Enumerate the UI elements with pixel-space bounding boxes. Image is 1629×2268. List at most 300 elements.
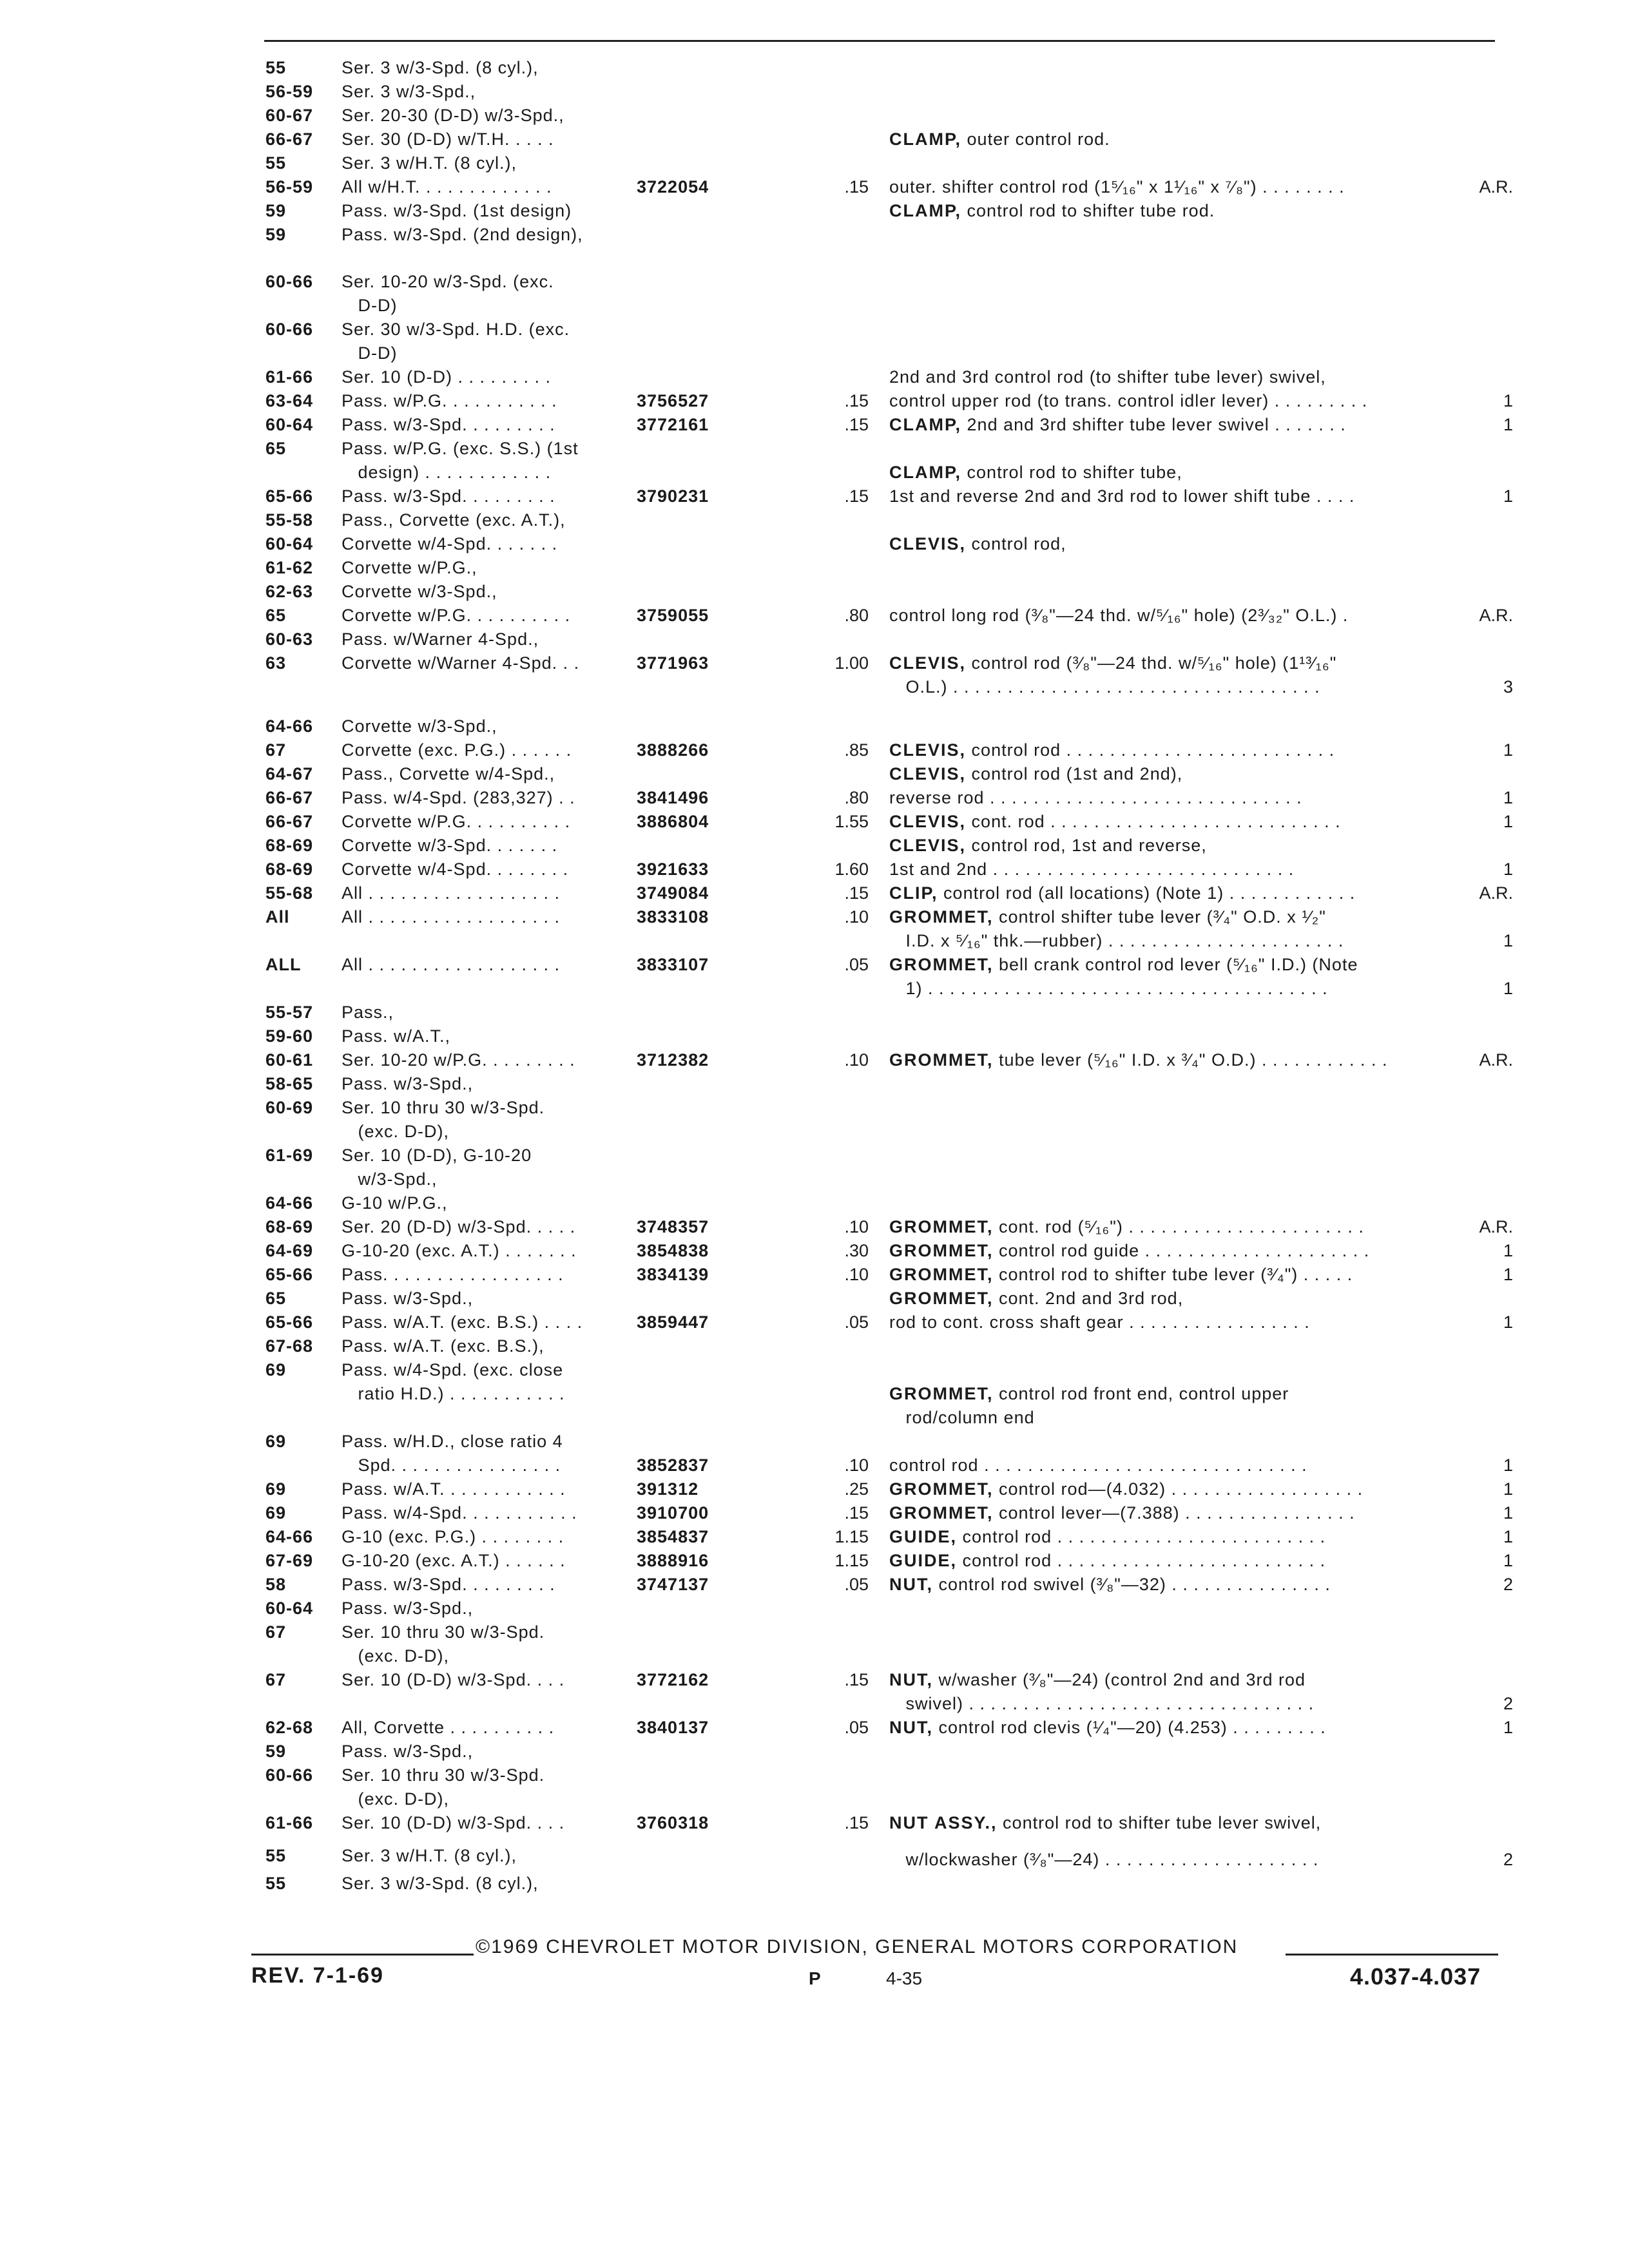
- application-cell: Pass., Corvette w/4-Spd.,: [342, 764, 555, 783]
- application-cell: Pass. w/Warner 4-Spd.,: [342, 629, 539, 649]
- model-year-cell: 60-66: [265, 320, 314, 339]
- part-number-cell: 3756527: [637, 391, 709, 410]
- part-description-text: swivel) . . . . . . . . . . . . . . . . . . . . . . . . . . . . . . . .: [889, 1694, 1315, 1713]
- price-cell: .05: [844, 955, 869, 974]
- part-name-heading: NUT ASSY.,: [889, 1813, 998, 1832]
- model-year-cell: 60-61: [265, 1050, 314, 1070]
- model-year-cell: 65-66: [265, 1265, 314, 1284]
- application-cell: Pass. w/3-Spd.,: [342, 1599, 474, 1618]
- quantity-cell: 1: [1503, 860, 1513, 879]
- application-cell: Ser. 3 w/H.T. (8 cyl.),: [342, 153, 517, 173]
- application-cell: Pass., Corvette (exc. A.T.),: [342, 510, 566, 530]
- model-year-cell: 59-60: [265, 1026, 314, 1046]
- part-number-cell: 3790231: [637, 486, 709, 506]
- price-cell: .10: [844, 1217, 869, 1236]
- price-cell: .15: [844, 1503, 869, 1523]
- application-cell: Corvette w/3-Spd. . . . . . .: [342, 836, 558, 855]
- part-description-text: control rod—(4.032) . . . . . . . . . . . . . . . . . .: [999, 1479, 1364, 1499]
- part-description-text: rod/column end: [889, 1408, 1035, 1427]
- quantity-cell: 2: [1503, 1575, 1513, 1594]
- description-cell: [889, 414, 1346, 436]
- application-cell: Ser. 10-20 w/3-Spd. (exc.: [342, 272, 554, 291]
- quantity-cell: 1: [1503, 979, 1513, 998]
- part-description-text: control rod clevis (¹⁄₄"—20) (4.253) . . . . . . . . .: [938, 1718, 1326, 1737]
- application-cell: Ser. 20 (D-D) w/3-Spd. . . . .: [342, 1217, 576, 1236]
- quantity-cell: A.R.: [1479, 1050, 1513, 1070]
- part-description-text: control rod . . . . . . . . . . . . . . . . . . . . . . . . .: [962, 1551, 1326, 1570]
- part-number-cell: 3852837: [637, 1456, 709, 1475]
- description-cell: [889, 461, 1182, 483]
- description-cell: [889, 485, 1354, 507]
- part-description-text: control lever—(7.388) . . . . . . . . . . . . . . . .: [999, 1503, 1355, 1523]
- part-number-cell: 3854838: [637, 1241, 709, 1260]
- part-name-heading: GROMMET,: [889, 1503, 994, 1523]
- application-cell: Pass. w/3-Spd. . . . . . . . .: [342, 1575, 555, 1594]
- application-cell: Ser. 10 (D-D), G-10-20: [342, 1146, 532, 1165]
- price-cell: .85: [844, 740, 869, 760]
- quantity-cell: A.R.: [1479, 177, 1513, 197]
- model-year-cell: 59: [265, 225, 287, 244]
- model-year-cell: 69: [265, 1432, 287, 1451]
- model-year-cell: 60-66: [265, 1765, 314, 1785]
- part-description-text: 1st and 2nd . . . . . . . . . . . . . . . . . . . . . . . . . . . .: [889, 860, 1295, 879]
- description-cell: [889, 604, 1348, 626]
- part-number-cell: 3722054: [637, 177, 709, 197]
- part-description-text: control upper rod (to trans. control idler lever) . . . . . . . . .: [889, 391, 1368, 410]
- quantity-cell: 1: [1503, 1312, 1513, 1332]
- application-cell: Corvette w/3-Spd.,: [342, 582, 497, 601]
- part-description-text: control rod,: [971, 534, 1066, 553]
- footer-rule-left: [251, 1954, 474, 1956]
- model-year-cell: 64-69: [265, 1241, 314, 1260]
- description-cell: [889, 1287, 1183, 1309]
- part-description-text: bell crank control rod lever (⁵⁄₁₆" I.D.) (Note: [999, 955, 1358, 974]
- part-number-cell: 3749084: [637, 883, 709, 903]
- part-description-text: control rod swivel (³⁄₈"—32) . . . . . . . . . . . . . . .: [938, 1575, 1331, 1594]
- part-number-cell: 391312: [637, 1479, 699, 1499]
- price-cell: .15: [844, 883, 869, 903]
- application-cell: Pass. w/P.G. . . . . . . . . . .: [342, 391, 557, 410]
- application-cell: All . . . . . . . . . . . . . . . . . .: [342, 955, 561, 974]
- application-cell: Pass. w/3-Spd. (2nd design),: [342, 225, 583, 244]
- model-year-cell: 65-66: [265, 486, 314, 506]
- model-year-cell: 60-64: [265, 1599, 314, 1618]
- description-cell: [889, 1216, 1364, 1238]
- part-description-text: control shifter tube lever (³⁄₄" O.D. x ¹⁄₂": [999, 907, 1326, 927]
- description-cell: [889, 652, 1336, 674]
- part-description-text: cont. rod (⁵⁄₁₆") . . . . . . . . . . . . . . . . . . . . . .: [999, 1217, 1364, 1236]
- model-year-cell: 60-63: [265, 629, 314, 649]
- application-cell: Corvette w/P.G.,: [342, 558, 477, 577]
- part-description-text: 1st and reverse 2nd and 3rd rod to lower shift tube . . . .: [889, 486, 1355, 506]
- part-description-text: control rod guide . . . . . . . . . . . . . . . . . . . . .: [999, 1241, 1370, 1260]
- application-cell: Pass. w/P.G. (exc. S.S.) (1st: [342, 439, 579, 458]
- quantity-cell: 1: [1503, 740, 1513, 760]
- price-cell: .05: [844, 1312, 869, 1332]
- price-cell: .10: [844, 1456, 869, 1475]
- model-year-cell: 64-66: [265, 1193, 314, 1213]
- part-name-heading: CLEVIS,: [889, 534, 967, 553]
- application-cell: Pass. w/3-Spd. (1st design): [342, 201, 572, 220]
- part-number-cell: 3772162: [637, 1670, 709, 1689]
- application-cell: w/3-Spd.,: [342, 1169, 438, 1189]
- model-year-cell: 64-66: [265, 716, 314, 736]
- model-year-cell: 67: [265, 740, 287, 760]
- price-cell: .80: [844, 788, 869, 807]
- model-year-cell: All: [265, 907, 290, 927]
- quantity-cell: 1: [1503, 812, 1513, 831]
- application-cell: Pass. w/4-Spd. . . . . . . . . . .: [342, 1503, 577, 1523]
- application-cell: Ser. 10-20 w/P.G. . . . . . . . .: [342, 1050, 575, 1070]
- application-cell: Pass. w/A.T. (exc. B.S.),: [342, 1336, 545, 1356]
- part-name-heading: CLEVIS,: [889, 764, 967, 783]
- part-description-text: 2nd and 3rd shifter tube lever swivel . . . . . . .: [967, 415, 1346, 434]
- application-cell: ratio H.D.) . . . . . . . . . . .: [342, 1384, 565, 1403]
- part-description-text: O.L.) . . . . . . . . . . . . . . . . . . . . . . . . . . . . . . . . . .: [889, 677, 1320, 697]
- model-year-cell: ALL: [265, 955, 302, 974]
- quantity-cell: 1: [1503, 1265, 1513, 1284]
- application-cell: Spd. . . . . . . . . . . . . . . .: [342, 1456, 561, 1475]
- part-name-heading: NUT,: [889, 1670, 933, 1689]
- application-cell: (exc. D-D),: [342, 1789, 449, 1809]
- model-year-cell: 68-69: [265, 836, 314, 855]
- description-cell: [889, 1849, 1318, 1870]
- model-year-cell: 59: [265, 1742, 287, 1761]
- application-cell: G-10-20 (exc. A.T.) . . . . . .: [342, 1551, 566, 1570]
- part-description-text: control rod (all locations) (Note 1) . . . . . . . . . . . .: [943, 883, 1356, 903]
- application-cell: Pass. w/4-Spd. (283,327) . .: [342, 788, 575, 807]
- quantity-cell: 1: [1503, 391, 1513, 410]
- quantity-cell: 1: [1503, 1479, 1513, 1499]
- part-number-cell: 3921633: [637, 860, 709, 879]
- part-name-heading: GROMMET,: [889, 1265, 994, 1284]
- application-cell: Pass. . . . . . . . . . . . . . . . .: [342, 1265, 564, 1284]
- model-year-cell: 69: [265, 1479, 287, 1499]
- part-description-text: control rod (³⁄₈"—24 thd. w/⁵⁄₁₆" hole) (1¹³⁄₁₆": [971, 653, 1337, 673]
- model-year-cell: 55: [265, 153, 287, 173]
- description-cell: [889, 1478, 1363, 1500]
- description-cell: [889, 811, 1341, 832]
- description-cell: [889, 1454, 1307, 1476]
- description-cell: [889, 1311, 1310, 1333]
- price-cell: .15: [844, 177, 869, 197]
- copyright-notice: ©1969 CHEVROLET MOTOR DIVISION, GENERAL MOTORS CORPORATION: [476, 1936, 1239, 1957]
- part-number-cell: 3833107: [637, 955, 709, 974]
- part-name-heading: GROMMET,: [889, 1241, 994, 1260]
- part-name-heading: GROMMET,: [889, 1217, 994, 1236]
- part-number-cell: 3771963: [637, 653, 709, 673]
- application-cell: Ser. 10 thru 30 w/3-Spd.: [342, 1098, 545, 1117]
- price-cell: .15: [844, 1813, 869, 1832]
- description-cell: [889, 1049, 1388, 1071]
- part-description-text: control long rod (³⁄₈"—24 thd. w/⁵⁄₁₆" hole) (2³⁄₃₂" O.L.) .: [889, 606, 1349, 625]
- model-year-cell: 61-66: [265, 1813, 314, 1832]
- model-year-cell: 65: [265, 1289, 287, 1308]
- quantity-cell: 1: [1503, 788, 1513, 807]
- application-cell: Pass. w/H.D., close ratio 4: [342, 1432, 563, 1451]
- part-description-text: 2nd and 3rd control rod (to shifter tube lever) swivel,: [889, 367, 1326, 387]
- model-year-cell: 62-68: [265, 1718, 314, 1737]
- part-name-heading: GROMMET,: [889, 1289, 994, 1308]
- page-footer: [0, 1933, 1629, 2010]
- model-year-cell: 67-69: [265, 1551, 314, 1570]
- part-description-text: control rod . . . . . . . . . . . . . . . . . . . . . . . . .: [962, 1527, 1326, 1546]
- application-cell: Ser. 30 w/3-Spd. H.D. (exc.: [342, 320, 570, 339]
- description-cell: [889, 390, 1367, 412]
- part-name-heading: GROMMET,: [889, 1050, 994, 1070]
- description-cell: [889, 1812, 1321, 1834]
- part-number-cell: 3747137: [637, 1575, 709, 1594]
- model-year-cell: 55: [265, 1874, 287, 1893]
- application-cell: (exc. D-D),: [342, 1122, 449, 1141]
- application-cell: Pass. w/3-Spd.,: [342, 1074, 474, 1093]
- part-name-heading: NUT,: [889, 1575, 933, 1594]
- model-year-cell: 55-68: [265, 883, 314, 903]
- application-cell: Corvette (exc. P.G.) . . . . . .: [342, 740, 572, 760]
- part-name-heading: GROMMET,: [889, 1479, 994, 1499]
- description-cell: [889, 1716, 1326, 1738]
- application-cell: G-10 (exc. P.G.) . . . . . . . .: [342, 1527, 564, 1546]
- model-year-cell: 67: [265, 1670, 287, 1689]
- part-number-cell: 3834139: [637, 1265, 709, 1284]
- application-cell: All, Corvette . . . . . . . . . .: [342, 1718, 555, 1737]
- application-cell: D-D): [342, 343, 398, 363]
- model-year-cell: 56-59: [265, 177, 314, 197]
- application-cell: Pass. w/3-Spd.,: [342, 1742, 474, 1761]
- description-cell: [889, 128, 1110, 150]
- application-cell: Pass. w/3-Spd. . . . . . . . .: [342, 486, 555, 506]
- part-number-cell: 3886804: [637, 812, 709, 831]
- model-year-cell: 61-69: [265, 1146, 314, 1165]
- group-number-range: 4.037-4.037: [1350, 1963, 1481, 1990]
- description-cell: [889, 1264, 1353, 1285]
- description-cell: [889, 906, 1326, 928]
- part-number-cell: 3841496: [637, 788, 709, 807]
- part-description-text: reverse rod . . . . . . . . . . . . . . . . . . . . . . . . . . . . .: [889, 788, 1302, 807]
- part-description-text: cont. 2nd and 3rd rod,: [999, 1289, 1184, 1308]
- page-letter: P: [809, 1968, 821, 1988]
- application-cell: Corvette w/4-Spd. . . . . . .: [342, 534, 558, 553]
- model-year-cell: 69: [265, 1360, 287, 1379]
- model-year-cell: 60-69: [265, 1098, 314, 1117]
- part-description-text: control rod front end, control upper: [999, 1384, 1289, 1403]
- quantity-cell: 2: [1503, 1694, 1513, 1713]
- model-year-cell: 55-57: [265, 1003, 314, 1022]
- application-cell: (exc. D-D),: [342, 1646, 449, 1666]
- part-description-text: control rod . . . . . . . . . . . . . . . . . . . . . . . . .: [971, 740, 1335, 760]
- description-cell: [889, 1526, 1325, 1548]
- model-year-cell: 60-64: [265, 415, 314, 434]
- model-year-cell: 60-64: [265, 534, 314, 553]
- model-year-cell: 64-67: [265, 764, 314, 783]
- part-name-heading: GROMMET,: [889, 907, 994, 927]
- part-name-heading: NUT,: [889, 1718, 933, 1737]
- model-year-cell: 63: [265, 653, 287, 673]
- model-year-cell: 58: [265, 1575, 287, 1594]
- quantity-cell: 1: [1503, 415, 1513, 434]
- description-cell: [889, 200, 1215, 222]
- description-cell: [889, 366, 1326, 388]
- application-cell: Ser. 3 w/3-Spd. (8 cyl.),: [342, 58, 539, 77]
- description-cell: [889, 834, 1207, 856]
- part-description-text: control rod . . . . . . . . . . . . . . . . . . . . . . . . . . . . . .: [889, 1456, 1307, 1475]
- model-year-cell: 55: [265, 58, 287, 77]
- model-year-cell: 65: [265, 606, 287, 625]
- quantity-cell: 1: [1503, 1718, 1513, 1737]
- model-year-cell: 64-66: [265, 1527, 314, 1546]
- application-cell: All w/H.T. . . . . . . . . . . . .: [342, 177, 552, 197]
- application-cell: All . . . . . . . . . . . . . . . . . .: [342, 883, 561, 903]
- part-name-heading: CLAMP,: [889, 463, 962, 482]
- model-year-cell: 55: [265, 1846, 287, 1865]
- description-cell: [889, 1693, 1314, 1715]
- price-cell: .15: [844, 415, 869, 434]
- quantity-cell: 1: [1503, 1527, 1513, 1546]
- description-cell: [889, 787, 1302, 809]
- quantity-cell: 1: [1503, 486, 1513, 506]
- application-cell: Pass. w/A.T. . . . . . . . . . . .: [342, 1479, 566, 1499]
- model-year-cell: 65: [265, 439, 287, 458]
- application-cell: Ser. 30 (D-D) w/T.H. . . . .: [342, 130, 554, 149]
- part-description-text: w/washer (³⁄₈"—24) (control 2nd and 3rd rod: [938, 1670, 1306, 1689]
- model-year-cell: 63-64: [265, 391, 314, 410]
- price-cell: 1.60: [834, 860, 869, 879]
- application-cell: Corvette w/Warner 4-Spd. . .: [342, 653, 580, 673]
- price-cell: 1.00: [834, 653, 869, 673]
- part-name-heading: GROMMET,: [889, 1384, 994, 1403]
- description-cell: [889, 882, 1355, 904]
- application-cell: Ser. 3 w/3-Spd. (8 cyl.),: [342, 1874, 539, 1893]
- application-cell: Corvette w/3-Spd.,: [342, 716, 497, 736]
- application-cell: Pass. w/3-Spd. . . . . . . . .: [342, 415, 555, 434]
- part-description-text: control rod to shifter tube lever (³⁄₄") . . . . .: [999, 1265, 1353, 1284]
- part-number-cell: 3859447: [637, 1312, 709, 1332]
- price-cell: .10: [844, 1050, 869, 1070]
- description-cell: [889, 176, 1345, 198]
- part-name-heading: CLEVIS,: [889, 812, 967, 831]
- price-cell: .80: [844, 606, 869, 625]
- model-year-cell: 60-67: [265, 106, 314, 125]
- model-year-cell: 69: [265, 1503, 287, 1523]
- part-description-text: outer. shifter control rod (1⁵⁄₁₆" x 1¹⁄₁₆" x ⁷⁄₈") . . . . . . . .: [889, 177, 1345, 197]
- part-name-heading: CLAMP,: [889, 130, 962, 149]
- model-year-cell: 66-67: [265, 812, 314, 831]
- application-cell: Ser. 10 (D-D) w/3-Spd. . . .: [342, 1670, 565, 1689]
- part-description-text: control rod to shifter tube lever swivel,: [1003, 1813, 1322, 1832]
- description-cell: [889, 1383, 1289, 1405]
- description-cell: [889, 533, 1066, 555]
- application-cell: G-10-20 (exc. A.T.) . . . . . . .: [342, 1241, 577, 1260]
- footer-rule-right: [1286, 1954, 1498, 1956]
- revision-date: REV. 7-1-69: [251, 1963, 384, 1988]
- price-cell: .05: [844, 1718, 869, 1737]
- part-name-heading: CLAMP,: [889, 415, 962, 434]
- part-name-heading: CLAMP,: [889, 201, 962, 220]
- application-cell: Ser. 20-30 (D-D) w/3-Spd.,: [342, 106, 564, 125]
- part-number-cell: 3840137: [637, 1718, 709, 1737]
- quantity-cell: 1: [1503, 931, 1513, 950]
- model-year-cell: 66-67: [265, 788, 314, 807]
- quantity-cell: 3: [1503, 677, 1513, 697]
- model-year-cell: 68-69: [265, 1217, 314, 1236]
- model-year-cell: 62-63: [265, 582, 314, 601]
- quantity-cell: 1: [1503, 1241, 1513, 1260]
- price-cell: .15: [844, 391, 869, 410]
- application-cell: Ser. 3 w/3-Spd.,: [342, 82, 476, 101]
- model-year-cell: 68-69: [265, 860, 314, 879]
- price-cell: .30: [844, 1241, 869, 1260]
- part-name-heading: CLEVIS,: [889, 836, 967, 855]
- model-year-cell: 65-66: [265, 1312, 314, 1332]
- part-description-text: control rod (1st and 2nd),: [971, 764, 1183, 783]
- model-year-cell: 67: [265, 1622, 287, 1642]
- quantity-cell: 1: [1503, 1456, 1513, 1475]
- part-name-heading: GUIDE,: [889, 1527, 958, 1546]
- application-cell: Ser. 3 w/H.T. (8 cyl.),: [342, 1846, 517, 1865]
- part-number-cell: 3748357: [637, 1217, 709, 1236]
- model-year-cell: 59: [265, 201, 287, 220]
- description-cell: [889, 977, 1328, 999]
- quantity-cell: 1: [1503, 1503, 1513, 1523]
- model-year-cell: 55-58: [265, 510, 314, 530]
- part-description-text: 1) . . . . . . . . . . . . . . . . . . . . . . . . . . . . . . . . . . . . .: [889, 979, 1328, 998]
- part-description-text: control rod to shifter tube,: [967, 463, 1182, 482]
- price-cell: .05: [844, 1575, 869, 1594]
- part-name-heading: CLEVIS,: [889, 653, 967, 673]
- price-cell: 1.15: [834, 1551, 869, 1570]
- part-description-text: outer control rod.: [967, 130, 1110, 149]
- application-cell: Ser. 10 (D-D) . . . . . . . . .: [342, 367, 552, 387]
- part-number-cell: 3712382: [637, 1050, 709, 1070]
- part-description-text: I.D. x ⁵⁄₁₆" thk.—rubber) . . . . . . . . . . . . . . . . . . . . . .: [889, 931, 1344, 950]
- part-description-text: control rod to shifter tube rod.: [967, 201, 1215, 220]
- part-number-cell: 3772161: [637, 415, 709, 434]
- part-name-heading: GROMMET,: [889, 955, 994, 974]
- application-cell: Corvette w/4-Spd. . . . . . . .: [342, 860, 569, 879]
- description-cell: [889, 1502, 1355, 1524]
- quantity-cell: A.R.: [1479, 1217, 1513, 1236]
- application-cell: Ser. 10 thru 30 w/3-Spd.: [342, 1622, 545, 1642]
- price-cell: .10: [844, 907, 869, 927]
- model-year-cell: 61-62: [265, 558, 314, 577]
- part-name-heading: CLEVIS,: [889, 740, 967, 760]
- price-cell: .15: [844, 486, 869, 506]
- price-cell: 1.55: [834, 812, 869, 831]
- part-name-heading: GUIDE,: [889, 1551, 958, 1570]
- part-number-cell: 3888916: [637, 1551, 709, 1570]
- application-cell: Corvette w/P.G. . . . . . . . . .: [342, 812, 571, 831]
- model-year-cell: 60-66: [265, 272, 314, 291]
- quantity-cell: 1: [1503, 1551, 1513, 1570]
- application-cell: Pass. w/A.T. (exc. B.S.) . . . .: [342, 1312, 583, 1332]
- model-year-cell: 61-66: [265, 367, 314, 387]
- part-description-text: rod to cont. cross shaft gear . . . . . . . . . . . . . . . . .: [889, 1312, 1310, 1332]
- application-cell: Pass.,: [342, 1003, 394, 1022]
- model-year-cell: 67-68: [265, 1336, 314, 1356]
- price-cell: .25: [844, 1479, 869, 1499]
- part-description-text: tube lever (⁵⁄₁₆" I.D. x ³⁄₄" O.D.) . . . . . . . . . . . .: [999, 1050, 1388, 1070]
- model-year-cell: 58-65: [265, 1074, 314, 1093]
- part-number-cell: 3759055: [637, 606, 709, 625]
- quantity-cell: 2: [1503, 1850, 1513, 1869]
- description-cell: [889, 1550, 1325, 1571]
- application-cell: G-10 w/P.G.,: [342, 1193, 448, 1213]
- application-cell: D-D): [342, 296, 398, 315]
- description-cell: [889, 1669, 1306, 1691]
- part-description-text: cont. rod . . . . . . . . . . . . . . . . . . . . . . . . . . .: [971, 812, 1341, 831]
- part-description-text: control rod, 1st and reverse,: [971, 836, 1207, 855]
- price-cell: .10: [844, 1265, 869, 1284]
